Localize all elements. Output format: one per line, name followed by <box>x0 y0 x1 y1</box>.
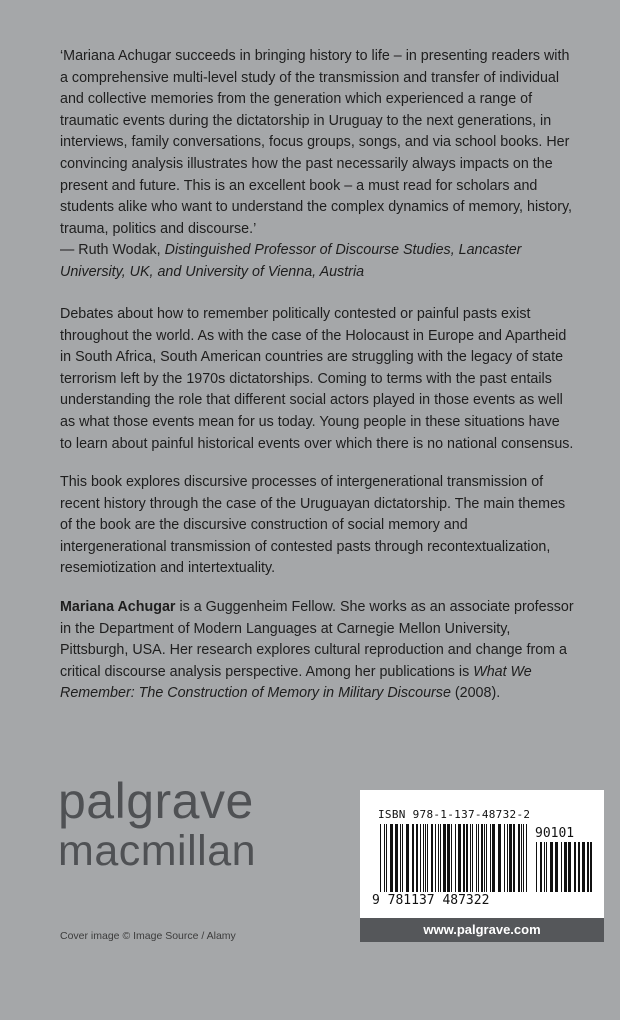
barcode-bar <box>574 842 576 892</box>
barcode-bar <box>420 824 421 892</box>
barcode-bar <box>438 824 439 892</box>
barcode-bar <box>498 824 501 892</box>
barcode-bar <box>509 824 512 892</box>
paragraph-text: This book explores discursive processes of intergenerational transmission of recent history through the case of the Uruguayan dictatorship. The main themes of the book are the discursive construction of social memory and intergenerational transmission of contested pasts through recontextualization, resemiotization and intertextuality. <box>60 474 566 577</box>
barcode-bar <box>550 842 553 892</box>
barcode-bar <box>521 824 522 892</box>
barcode-bar <box>443 824 446 892</box>
barcode-bar <box>380 824 381 892</box>
barcode-bar <box>406 824 409 892</box>
barcode-bar <box>455 824 456 892</box>
barcode-bar <box>544 842 545 892</box>
barcode-bar <box>568 842 571 892</box>
publisher-logo <box>58 773 257 875</box>
ean-digits: 9 781137 487322 <box>372 893 490 908</box>
barcode-bar <box>518 824 520 892</box>
barcode-bar <box>440 824 441 892</box>
barcode-bar <box>425 824 426 892</box>
barcode-bar <box>386 824 387 892</box>
bio-text-2: (2008). <box>450 685 501 702</box>
barcode-bar <box>427 824 428 892</box>
barcode-bar <box>458 824 461 892</box>
description-paragraph-1 <box>60 304 575 455</box>
barcode-bar <box>507 824 508 892</box>
barcode-bar <box>561 842 562 892</box>
barcode-bar <box>490 824 491 892</box>
barcode-bar <box>431 824 433 892</box>
barcode-bar <box>447 824 450 892</box>
barcode-bar <box>526 824 527 892</box>
barcode-bar <box>578 842 580 892</box>
barcode-bar <box>400 824 401 892</box>
isbn-label: ISBN 978-1-137-48732-2 <box>378 808 531 821</box>
barcode-bar <box>478 824 479 892</box>
description-paragraph-2 <box>60 472 575 580</box>
barcode-bar <box>513 824 515 892</box>
barcode-bar <box>466 824 468 892</box>
bio-text-1: is a Guggenheim Fellow. She works as an associate professor in the Department of Modern Languages at Carnegie Mellon University, Pittsburgh, USA. Her research explores cultural reproduction and change from a critical discourse analysis perspective. Among her publications is <box>60 599 574 680</box>
barcode-bar <box>470 824 471 892</box>
barcode-bar <box>402 824 403 892</box>
quote-text: ‘Mariana Achugar succeeds in bringing history to life – in presenting readers with a comprehensive multi-level study of the transmission and transfer of individual and collective memories from the generation which experienced a range of traumatic events during the dictatorship in Uruguay to the next generations, in interviews, family conversations, focus groups, songs, and via school books. Her convincing analysis illustrates how the past necessarily always impacts on the present and future. This is an excellent book – a must read for scholars and students alike who want to understand the complex dynamics of memory, history, trauma, politics and discourse.’ <box>60 48 573 237</box>
barcode-bar <box>384 824 385 892</box>
addon-digits: 90101 <box>535 826 575 841</box>
barcode-bar <box>564 842 567 892</box>
barcode-bar <box>504 824 505 892</box>
barcode-bar <box>546 842 547 892</box>
barcode-bar <box>412 824 414 892</box>
barcode-bar <box>484 824 485 892</box>
barcode-bar <box>481 824 483 892</box>
quote-author: — Ruth Wodak, <box>60 242 165 259</box>
barcode-bar <box>435 824 436 892</box>
barcode-bar <box>536 842 537 892</box>
barcode-bar <box>416 824 418 892</box>
barcode-bar <box>540 842 542 892</box>
barcode-bar <box>590 842 592 892</box>
cover-credit: Cover image © Image Source / Alamy <box>60 930 236 942</box>
logo-line-2: macmillan <box>58 827 257 875</box>
barcode-bar <box>555 842 558 892</box>
barcode-bar <box>472 824 473 892</box>
barcode-bar <box>476 824 477 892</box>
barcode-bar <box>492 824 495 892</box>
barcode-bar <box>587 842 589 892</box>
endorsement-quote <box>60 46 575 284</box>
barcode-panel <box>360 790 604 918</box>
barcode-bar <box>423 824 424 892</box>
ean-barcode <box>380 824 527 892</box>
publisher-website[interactable]: www.palgrave.com <box>360 918 604 942</box>
author-name: Mariana Achugar <box>60 599 176 615</box>
paragraph-text: Debates about how to remember politically contested or painful pasts exist throughout the world. As with the case of the Holocaust in Europe and Apartheid in South Africa, South American countries are struggling with the legacy of state terrorism left by the 1970s dictatorships. Coming to terms with the past entails understanding the role that different social actors played in those events as well as what those events mean for us today. Young people in these situations have to learn about painful historical events over which there is no national consensus. <box>60 306 574 452</box>
barcode-bar <box>582 842 585 892</box>
barcode-bar <box>451 824 452 892</box>
barcode-bar <box>390 824 393 892</box>
barcode-bar <box>395 824 398 892</box>
bio-book-title: What We Remember: The Construction of Memory in Military Discourse <box>60 663 532 702</box>
addon-barcode <box>536 842 592 892</box>
author-bio <box>60 597 575 705</box>
barcode-bar <box>463 824 465 892</box>
barcode-bar <box>486 824 487 892</box>
logo-line-1: palgrave <box>58 773 254 829</box>
barcode-bar <box>523 824 524 892</box>
quote-affiliation: Distinguished Professor of Discourse Studies, Lancaster University, UK, and University of Vienna, Austria <box>60 242 522 280</box>
